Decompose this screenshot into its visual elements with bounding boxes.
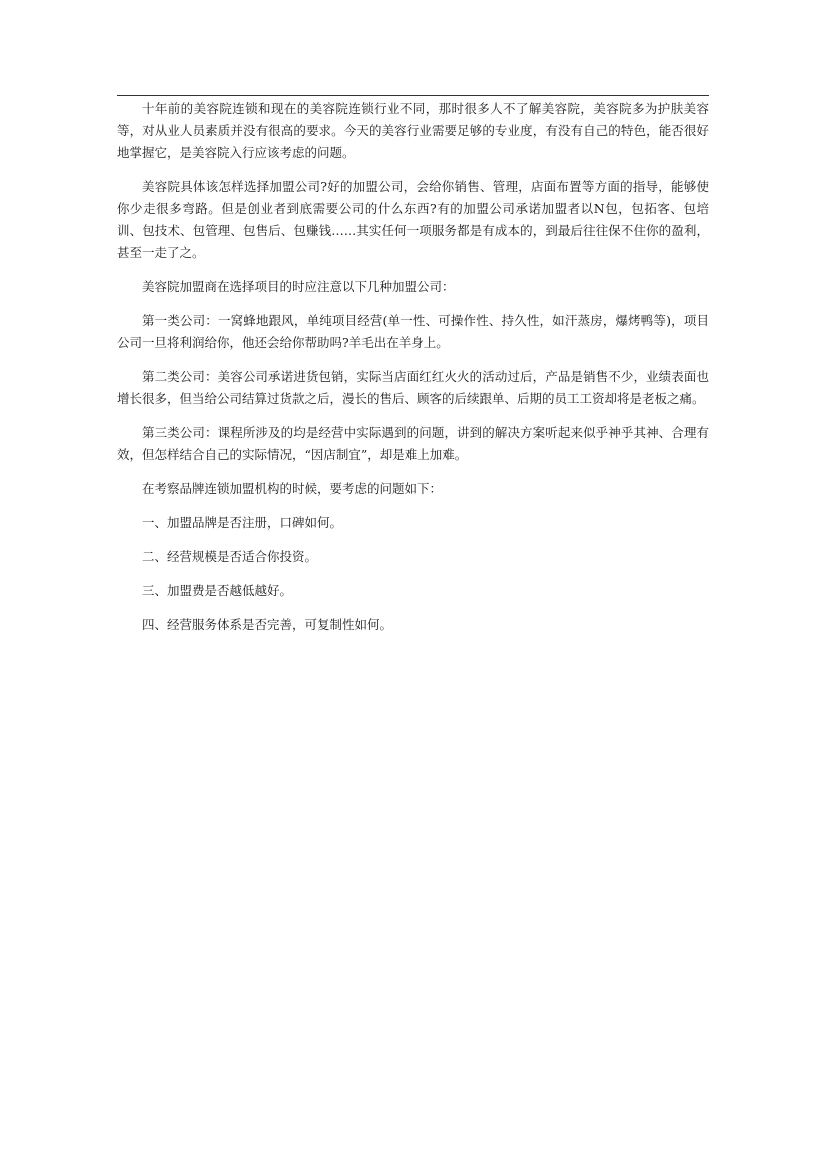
list-item-four: 四、经营服务体系是否完善，可复制性如何。 [142,617,393,632]
paragraph-intro: 十年前的美容院连锁和现在的美容院连锁行业不同，那时很多人不了解美容院，美容院多为护肤美容等，对从业人员素质并没有很高的要求。今天的美容行业需要足够的专业度，有没有自己的特色，能否很好地掌握它，是美容院入行应该考虑的问题。 [117,101,709,160]
list-item-two: 二、经营规模是否适合你投资。 [142,549,318,564]
paragraph-type-three: 第三类公司：课程所涉及的均是经营中实际遇到的问题，讲到的解决方案听起来似乎神乎其神、合理有效，但怎样结合自己的实际情况，“因店制宜”，却是难上加难。 [117,425,709,462]
header-rule [117,95,709,96]
paragraph-choose-franchise: 美容院具体该怎样选择加盟公司?好的加盟公司，会给你销售、管理，店面布置等方面的指导，能够使你少走很多弯路。但是创业者到底需要公司的什么东西?有的加盟公司承诺加盟者以N包，包拓客、包培训、包技术、包管理、包售后、包赚钱……其实任何一项服务都是有成本的，到最后往往保不住你的盈利，甚至一走了之。 [117,179,709,260]
list-item-three: 三、加盟费是否越低越好。 [142,583,293,598]
paragraph-attention: 美容院加盟商在选择项目的时应注意以下几种加盟公司： [142,279,455,294]
paragraph-type-two: 第二类公司：美容公司承诺进货包销，实际当店面红红火火的活动过后，产品是销售不少，业绩表面也增长很多，但当给公司结算过货款之后，漫长的售后、顾客的后续跟单、后期的员工工资却将是老板之痛。 [117,369,709,406]
paragraph-considerations: 在考察品牌连锁加盟机构的时候，要考虑的问题如下： [142,481,443,496]
paragraph-type-one: 第一类公司：一窝蜂地跟风，单纯项目经营(单一性、可操作性、持久性，如汗蒸房，爆烤鸭等)，项目公司一旦将利润给你，他还会给你帮助吗?羊毛出在羊身上。 [117,313,709,350]
article-body [117,98,709,648]
list-item-one: 一、加盟品牌是否注册，口碑如何。 [142,515,343,530]
